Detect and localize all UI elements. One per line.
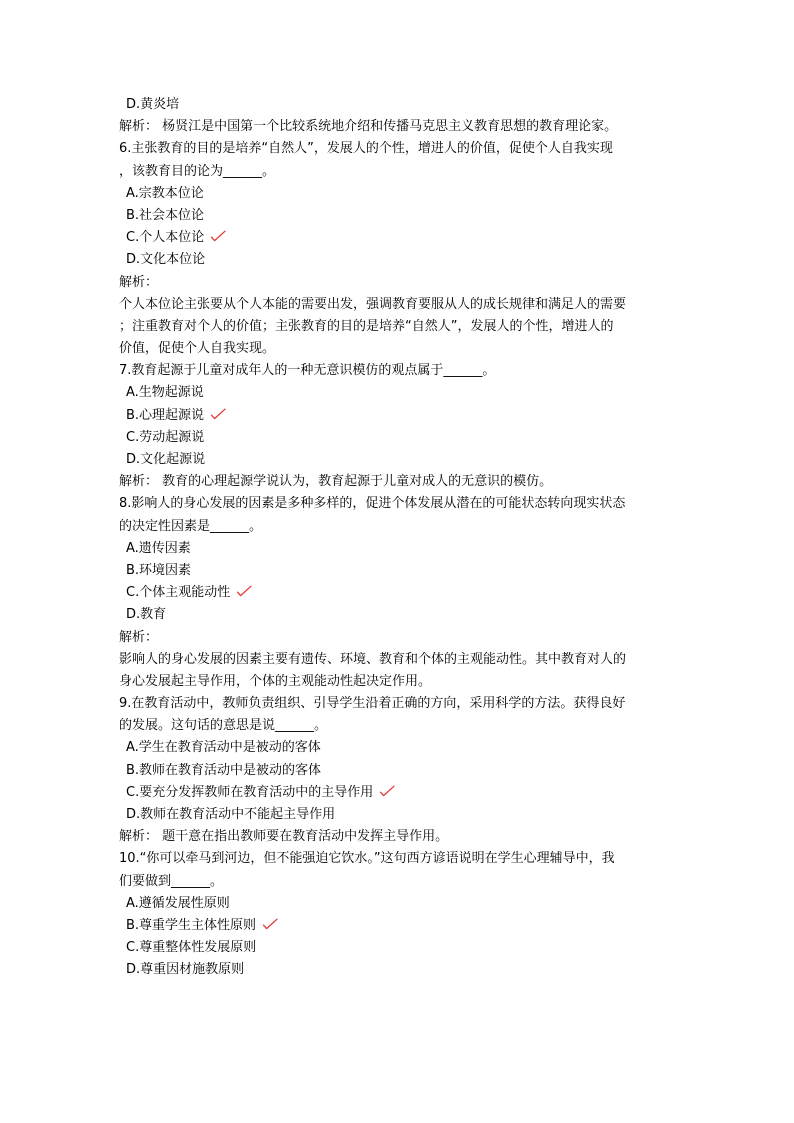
option-label: C.个体主观能动性: [126, 585, 231, 601]
answer-option: [119, 382, 679, 404]
line-text: 10.“你可以牵马到河边，但不能强迫它饮水。”这句西方谚语说明在学生心理辅导中，我: [119, 851, 615, 867]
line-text: 解析： 题干意在指出教师要在教育活动中发挥主导作用。: [119, 829, 449, 845]
line-text: 个人本位论主张要从个人本能的需要出发，强调教育要服从人的成长规律和满足人的需要: [119, 296, 627, 312]
check-mark-icon: [262, 918, 278, 930]
option-label: A.生物起源说: [126, 385, 204, 401]
text-line: [119, 471, 679, 493]
line-text: ；注重教育对个人的价值；主张教育的目的是培养“自然人”，发展人的个性，增进人的: [119, 318, 614, 334]
option-label: A.遵循发展性原则: [126, 895, 230, 911]
text-line: [119, 693, 679, 715]
option-label: B.尊重学生主体性原则: [126, 917, 257, 933]
answer-option: [119, 604, 679, 626]
document-page: [119, 94, 679, 982]
line-text: 解析：: [119, 274, 159, 290]
answer-option: [119, 937, 679, 959]
answer-option: [119, 737, 679, 759]
answer-option: [119, 560, 679, 582]
option-label: D.黄炎培: [126, 97, 180, 112]
text-line: [119, 360, 679, 382]
option-label: C.尊重整体性发展原则: [126, 940, 257, 956]
option-label: C.个人本位论: [126, 230, 205, 246]
text-line: [119, 493, 679, 515]
line-text: 们要做到______。: [119, 873, 224, 889]
check-mark-icon: [236, 585, 252, 597]
option-label: B.教师在教育活动中是被动的客体: [126, 762, 322, 778]
text-line: [119, 649, 679, 671]
text-line: [119, 116, 679, 138]
line-text: 价值，促使个人自我实现。: [119, 341, 276, 357]
answer-option: [119, 94, 679, 116]
text-line: [119, 316, 679, 338]
answer-option: [119, 804, 679, 826]
option-label: C.劳动起源说: [126, 429, 205, 445]
answer-option: [119, 915, 679, 937]
line-text: 7.教育起源于儿童对成年人的一种无意识模仿的观点属于______。: [119, 363, 496, 379]
answer-option: [119, 183, 679, 205]
answer-option: [119, 538, 679, 560]
answer-option: [119, 760, 679, 782]
line-text: 影响人的身心发展的因素主要有遗传、环境、教育和个体的主观能动性。其中教育对人的: [119, 651, 627, 667]
option-label: D.教育: [126, 607, 167, 623]
option-label: D.文化本位论: [126, 252, 206, 268]
text-line: [119, 826, 679, 848]
answer-option: [119, 449, 679, 471]
line-text: 6.主张教育的目的是培养“自然人”，发展人的个性，增进人的价值，促使个人自我实现: [119, 141, 613, 157]
line-text: ，该教育目的论为______。: [119, 163, 276, 179]
text-line: [119, 161, 679, 183]
check-mark-icon: [379, 785, 395, 797]
answer-option: [119, 782, 679, 804]
answer-option: [119, 405, 679, 427]
check-mark-icon: [210, 230, 226, 242]
check-mark-icon: [210, 408, 226, 420]
option-label: D.教师在教育活动中不能起主导作用: [126, 807, 336, 822]
option-label: D.尊重因材施教原则: [126, 962, 245, 978]
text-line: [119, 848, 679, 870]
line-text: 的发展。这句话的意思是说______。: [119, 718, 328, 734]
option-label: C.要充分发挥教师在教育活动中的主导作用: [126, 784, 374, 800]
line-text: 解析： 杨贤江是中国第一个比较系统地介绍和传播马克思主义教育思想的教育理论家。: [119, 119, 618, 135]
option-label: A.学生在教育活动中是被动的客体: [126, 740, 321, 756]
line-text: 身心发展起主导作用，个体的主观能动性起决定作用。: [119, 673, 432, 689]
text-line: [119, 294, 679, 316]
option-label: A.遗传因素: [126, 540, 191, 556]
answer-option: [119, 249, 679, 271]
text-line: [119, 138, 679, 160]
text-line: [119, 272, 679, 294]
answer-option: [119, 959, 679, 981]
answer-option: [119, 205, 679, 227]
line-text: 8.影响人的身心发展的因素是多种多样的，促进个体发展从潜在的可能状态转向现实状态: [119, 496, 626, 512]
answer-option: [119, 893, 679, 915]
line-text: 解析：: [119, 629, 159, 645]
option-label: D.文化起源说: [126, 452, 206, 467]
text-line: [119, 715, 679, 737]
option-label: B.环境因素: [126, 562, 192, 578]
text-line: [119, 627, 679, 649]
answer-option: [119, 582, 679, 604]
option-label: B.心理起源说: [126, 407, 205, 423]
option-label: A.宗教本位论: [126, 185, 204, 201]
text-line: [119, 338, 679, 360]
text-line: [119, 516, 679, 538]
answer-option: [119, 427, 679, 449]
text-line: [119, 671, 679, 693]
answer-option: [119, 227, 679, 249]
line-text: 的决定性因素是______。: [119, 518, 263, 534]
text-line: [119, 871, 679, 893]
line-text: 9.在教育活动中，教师负责组织、引导学生沿着正确的方向，采用科学的方法。获得良好: [119, 696, 626, 712]
option-label: B.社会本位论: [126, 207, 205, 223]
line-text: 解析： 教育的心理起源学说认为，教育起源于儿童对成人的无意识的模仿。: [119, 474, 553, 490]
